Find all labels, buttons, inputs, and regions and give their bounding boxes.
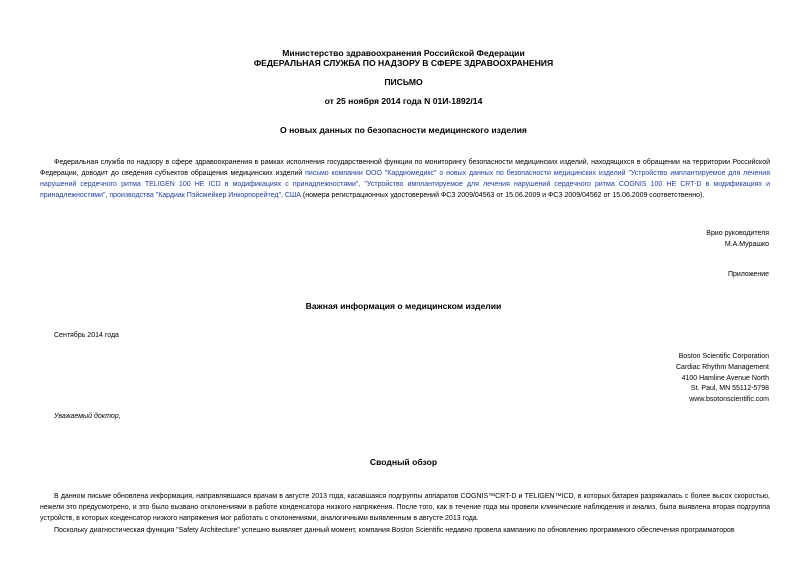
summary-paragraph-1 [40,491,770,524]
address-line: Boston Scientific Corporation [678,353,769,360]
intro-paragraph [40,157,770,201]
summary-text-1: В данном письме обновлена информация, направлявшаяся врачам в августе 2013 года, касавшаяся подгруппы аппаратов COGNIS™CRT-D и TELIGEN™ICD, в которых батарея разряжалась с более высох скоростью, нежели это предусмотрено, и это было вызвано отклонениями в работе конденсатора низкого напряжения. После того, как в течение года мы провели клинические наблюдения и анализ, была выявлена вторая подгруппа устройств, в которых конденсатор низкого напряжения мог работать с отклонениями, аналогичными выявленным в августе 2013 года. [40,493,770,522]
address-line: Cardiac Rhythm Management [676,363,769,371]
intro-text-part2: (номера регистрационных удостоверений ФСЗ 2009/04563 от 15.06.2009 и ФСЗ 2009/04562 от 15.06.2009 соответственно). [300,192,705,199]
signature-position: Врио руководителя [706,230,769,237]
document-date: от 25 ноября 2014 года N 01И-1892/14 [324,96,483,106]
document-type: ПИСЬМО [384,77,423,87]
letter-link[interactable]: письмо компании ООО "Кардиомедикс" о новых данных по безопасности медицинских изделий "Устройство имплантируемое для лечения нарушений сердечного ритма TELIGEN 100 HE ICD в модификациях с принадлежностями", "Устройство имплантируемое для лечения нарушений сердечного ритма COGNIS 100 HE CRT-D в модификациях и принадлежностями", производства "Кардиак Пэйсмейкер Инкорпорейтед", США [40,170,770,199]
appendix-title: Важная информация о медицинском изделии [305,301,502,311]
address-website: www.bsotonscientific.com [689,396,769,404]
intro-text-part1: Федеральная служба по надзору в сфере здравоохранения в рамках исполнения государственной функции по мониторингу безопасности медицинских изделий, находящихся в обращении на территории Российской Федерации, доводит до сведения субъектов обращения медицинских изделий [40,159,770,177]
address-line: 4100 Hamline Avenue North [681,374,769,382]
signature-name: М.А.Мурашко [724,240,769,248]
salutation: Уважаемый доктор, [54,413,121,420]
ministry-name: Министерство здравоохранения Российской Федерации [282,48,525,58]
summary-text-2: Поскольку диагностическая функция "Safety Architecture" успешно выявляет данный момент, компания Boston Scientific недавно провела кампанию по обновлению программного обеспечения программаторов [54,527,735,534]
address-line: St. Paul, MN 55112-5798 [690,385,769,393]
summary-title: Сводный обзор [369,457,438,467]
signature-block [560,229,769,251]
appendix-label: Приложение [727,271,769,278]
letter-date: Сентябрь 2014 года [54,332,119,339]
service-name: ФЕДЕРАЛЬНАЯ СЛУЖБА ПО НАДЗОРУ В СФЕРЕ ЗДРАВООХРАНЕНИЯ [253,58,554,68]
summary-paragraph-2 [40,525,770,536]
document-subject: О новых данных по безопасности медицинского изделия [280,125,527,135]
address-block [560,352,769,406]
